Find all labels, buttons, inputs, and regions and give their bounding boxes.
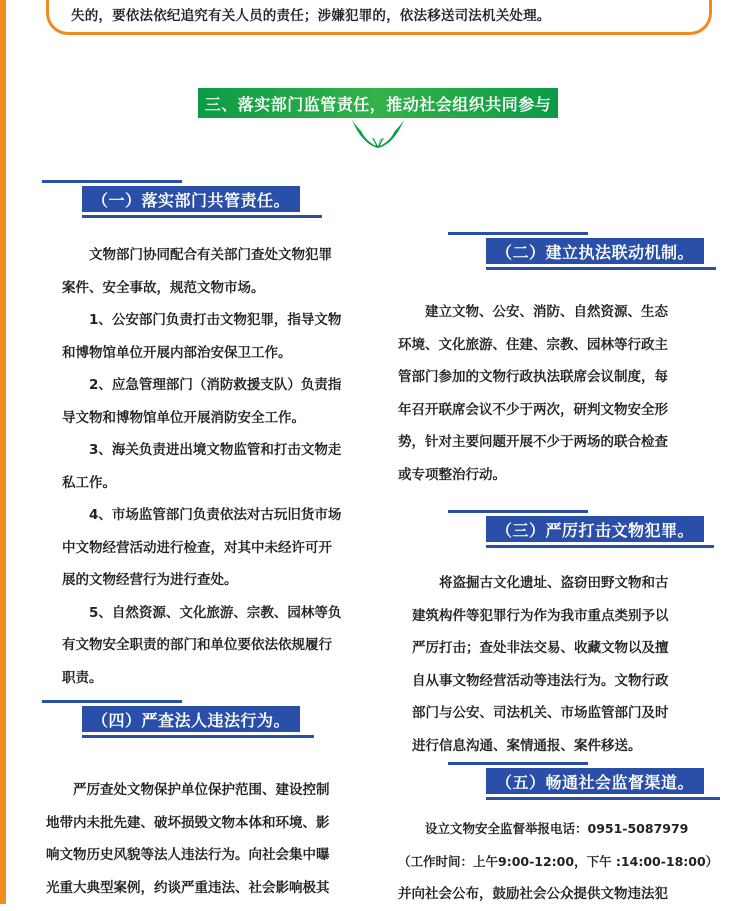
sub2-body	[398, 296, 668, 491]
text-line: 响文物历史风貌等法人违法行为。向社会集中曝	[46, 847, 330, 863]
text-line: 5、自然资源、文化旅游、宗教、园林等负	[89, 604, 342, 621]
text-line: 职责。	[62, 669, 103, 686]
sub4-body	[46, 774, 330, 904]
subheading-1	[42, 180, 322, 220]
subheading-2	[448, 232, 716, 272]
text-line: 文物部门协同配合有关部门查处文物犯罪	[89, 247, 332, 263]
subheading-2-label: （二）建立执法联动机制。	[486, 238, 704, 264]
text-line: 自从事文物经营活动等违法行为。文物行政	[412, 672, 669, 689]
text-line: 展的文物经营行为进行查处。	[62, 572, 238, 588]
text-line: 严厉查处文物保护单位保护范围、建设控制	[73, 782, 330, 798]
text-line: 导文物和博物馆单位开展消防安全工作。	[62, 409, 305, 426]
top-notice-box	[46, 0, 712, 35]
text-line: 3、海关负责进出境文物监管和打击文物走	[89, 442, 342, 458]
subheading-5	[448, 762, 720, 802]
text-line: 私工作。	[62, 474, 116, 491]
text-line: 和博物馆单位开展内部治安保卫工作。	[62, 344, 292, 361]
text-line: 将盗掘古文化遗址、盗窃田野文物和古	[439, 575, 669, 591]
text-line: 管部门参加的文物行政执法联席会议制度，每	[398, 369, 668, 385]
text-line: 建立文物、公安、消防、自然资源、生态	[425, 304, 668, 320]
subheading-3	[448, 510, 714, 550]
sub1-body	[62, 239, 341, 694]
subheading-5-label: （五）畅通社会监督渠道。	[486, 768, 704, 794]
section-banner-title: 三、落实部门监管责任，推动社会组织共同参与	[204, 94, 552, 114]
left-orange-border	[0, 0, 6, 904]
text-line: 环境、文化旅游、住建、宗教、园林等行政主	[398, 336, 668, 353]
subheading-4	[42, 700, 314, 740]
text-line: 1、公安部门负责打击文物犯罪，指导文物	[89, 312, 342, 328]
text-line: 部门与公安、司法机关、市场监管部门及时	[412, 705, 669, 721]
subheading-4-label: （四）严查法人违法行为。	[82, 706, 300, 732]
subheading-1-label: （一）落实部门共管责任。	[82, 186, 300, 212]
top-notice-text: 失的，要依法依纪追究有关人员的责任；涉嫌犯罪的，依法移送司法机关处理。	[71, 8, 551, 24]
working-hours-line: （工作时间：上午9:00-12:00，下午 :14:00-18:00）	[398, 853, 719, 869]
text-line: 4、市场监管部门负责依法对古玩旧货市场	[89, 507, 342, 523]
text-line: 案件、安全事故，规范文物市场。	[62, 279, 265, 296]
text-line: 年召开联席会议不少于两次，研判文物安全形	[398, 401, 668, 418]
sub5-body	[398, 813, 718, 911]
text-line: 势，针对主要问题开展不少于两场的联合检查	[398, 434, 668, 450]
section-banner	[198, 88, 558, 118]
text-line: 建筑构件等犯罪行为作为我市重点类别予以	[412, 607, 669, 624]
text-line: 并向社会公布，鼓励社会公众提供文物违法犯	[398, 886, 668, 902]
leaf-emblem-icon	[348, 118, 408, 152]
text-line: 有文物安全职责的部门和单位要依法依规履行	[62, 637, 332, 653]
text-line: 严厉打击；查处非法交易、收藏文物以及擅	[412, 640, 669, 656]
text-line: 中文物经营活动进行检查，对其中未经许可开	[62, 539, 332, 556]
text-line: 或专项整治行动。	[398, 466, 506, 483]
hotline-line: 设立文物安全监督举报电话：0951-5087979	[425, 821, 689, 836]
text-line: 光重大典型案例，约谈严重违法、社会影响极其	[46, 879, 330, 896]
text-line: 地带内未批先建、破坏损毁文物本体和环境、影	[46, 814, 330, 831]
sub3-body	[412, 567, 669, 762]
text-line: 2、应急管理部门（消防救援支队）负责指	[89, 377, 342, 393]
text-line: 进行信息沟通、案情通报、案件移送。	[412, 737, 642, 754]
subheading-3-label: （三）严厉打击文物犯罪。	[486, 516, 704, 542]
